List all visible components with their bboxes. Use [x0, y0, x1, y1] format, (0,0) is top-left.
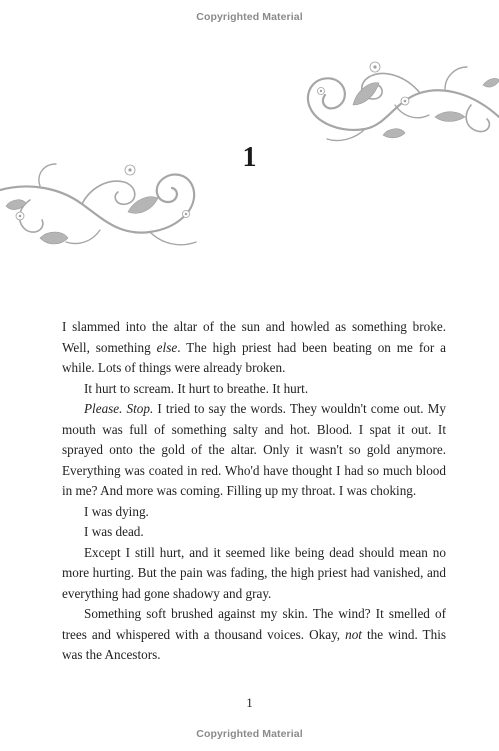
text-run: It hurt to scream. It hurt to breathe. It hurt. [84, 380, 309, 396]
paragraph-2 [62, 379, 446, 400]
text-run: I slammed into the altar of the sun and howled as something broke. Well, something [62, 319, 446, 355]
italic-text-run: not [345, 626, 362, 642]
text-run: Something soft brushed against my skin. The wind? It smelled of trees and whispered with a thousand voices. Okay, [62, 606, 446, 642]
text-run: I was dead. [84, 524, 144, 539]
paragraph-4 [62, 502, 446, 523]
page-number: 1 [246, 695, 253, 710]
floral-swirl-ornament-left-icon [0, 160, 212, 258]
chapter-body-text [62, 317, 446, 666]
text-run: Except I still hurt, and it seemed like being dead should mean no more hurting. But the pain was fading, the high priest had vanished, and everything had gone shadowy and gray. [62, 544, 446, 601]
text-run: . The high priest had been beating on me for a while. Lots of things were already broken. [62, 339, 446, 375]
text-run: the wind. This was the Ancestors. [62, 626, 446, 662]
copyright-header: Copyrighted Material [196, 11, 303, 23]
text-run: I was dying. [84, 503, 149, 519]
floral-swirl-ornament-right-icon [295, 55, 499, 145]
paragraph-3 [62, 399, 446, 502]
paragraph-5 [62, 522, 446, 543]
paragraph-1 [62, 317, 446, 379]
chapter-number: 1 [242, 142, 257, 173]
paragraph-7 [62, 604, 446, 666]
text-run: I tried to say the words. They wouldn't come out. My mouth was full of something salty and hot. Blood. I spat it out. It sprayed onto the gold of the altar. Only it wasn't so gold anymore. Everything was coated in red. Who'd have thought I had so much blood in me? And more was coming. Filling up my throat. I was choking. [62, 401, 446, 498]
italic-text-run: Please. Stop. [84, 401, 154, 416]
paragraph-6 [62, 543, 446, 605]
copyright-footer: Copyrighted Material [196, 728, 303, 740]
italic-text-run: else [156, 339, 178, 355]
